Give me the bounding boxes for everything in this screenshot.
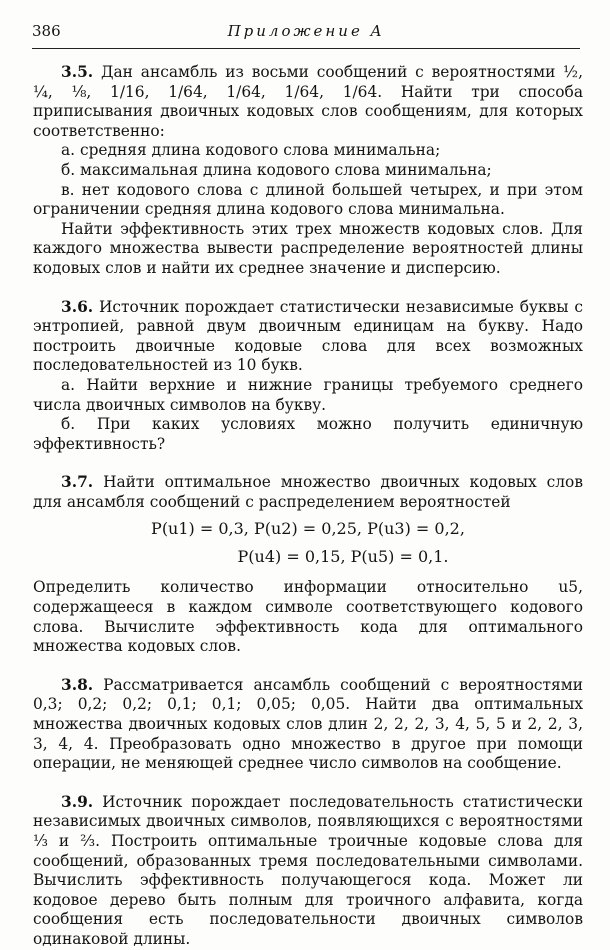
problem-3-8 bbox=[33, 676, 583, 774]
problem-item: б. При каких условиях можно получить единичную эффективность? bbox=[33, 415, 583, 453]
problem-text: Источник порождает статистически независимые буквы с энтропией, равной двум двоичным единицам на букву. Надо построить двоичные кодовые слова для всех возможных последовательностей из 10 букв. bbox=[33, 297, 583, 375]
problem-number: 3.5. bbox=[61, 63, 94, 81]
problem-paragraph bbox=[33, 298, 583, 376]
problem-paragraph: Определить количество информации относительно u5, содержащееся в каждом символе соответствующего кодового слова. Вычислите эффективность кода для оптимального множества кодовых слов. bbox=[33, 578, 583, 656]
problem-paragraph bbox=[33, 473, 583, 512]
problem-text: Дан ансамбль из восьми сообщений с вероятностями ½, ¼, ⅛, 1/16, 1/64, 1/64, 1/64, 1/64. Найти три способа приписывания двоичных кодовых слов сообщениям, для которых соответственно: bbox=[33, 63, 583, 140]
problem-number: 3.7. bbox=[61, 473, 94, 492]
problem-3-7 bbox=[33, 473, 583, 657]
problem-item: в. нет кодового слова с длиной большей четырех, и при этом ограничении средняя длина кодового слова минимальна. bbox=[33, 180, 583, 219]
problem-paragraph bbox=[33, 676, 583, 774]
problem-text: Источник порождает последовательность статистически независимых двоичных символов, появляющихся с вероятностями ⅓ и ⅔. Построить оптимальные троичные кодовые слова для сообщений, образованных тремя последовательными символами. Вычислить эффективность получающегося кода. Может ли кодовое дерево быть полным для троичного алфавита, когда сообщения есть последовательности двоичных символов одинаковой длины. bbox=[33, 792, 583, 948]
problem-text: Найти оптимальное множество двоичных кодовых слов для ансамбля сообщений с распределением вероятностей bbox=[33, 473, 583, 511]
problem-item: б. максимальная длина кодового слова минимальна; bbox=[61, 160, 492, 179]
problem-paragraph bbox=[33, 63, 583, 141]
problem-text: Рассматривается ансамбль сообщений с вероятностями 0,3; 0,2; 0,2; 0,1; 0,1; 0,05; 0,05. Найти два оптимальных множества двоичных кодовых слов длин 2, 2, 2, 3, 4, 5, 5 и 2, 2, 3, 3, 4, 4. Преобразовать одно множество в другое при помощи операции, не меняющей среднее число символов на сообщение. bbox=[33, 675, 583, 773]
probability-formula: P(u1) = 0,3, P(u2) = 0,25, P(u3) = 0,2, bbox=[151, 519, 465, 539]
probability-formula: P(u4) = 0,15, P(u5) = 0,1. bbox=[237, 547, 449, 567]
problem-paragraph: Найти эффективность этих трех множеств кодовых слов. Для каждого множества вывести распределение вероятностей длины кодовых слов и найти их среднее значение и дисперсию. bbox=[33, 219, 583, 277]
page-content bbox=[33, 63, 583, 950]
problem-3-9 bbox=[33, 793, 583, 950]
problem-number: 3.9. bbox=[61, 792, 94, 811]
problem-paragraph bbox=[33, 793, 583, 950]
problem-3-6 bbox=[33, 298, 583, 455]
page-header bbox=[32, 20, 580, 49]
problem-item: а. Найти верхние и нижние границы требуемого среднего числа двоичных символов на букву. bbox=[33, 375, 583, 414]
problem-item: а. средняя длина кодового слова минимальна; bbox=[61, 141, 441, 160]
page-number: 386 bbox=[32, 22, 61, 40]
problem-number: 3.6. bbox=[61, 297, 94, 316]
problem-number: 3.8. bbox=[61, 675, 94, 694]
problem-3-5 bbox=[33, 63, 583, 279]
running-title: Приложение A bbox=[227, 22, 385, 40]
